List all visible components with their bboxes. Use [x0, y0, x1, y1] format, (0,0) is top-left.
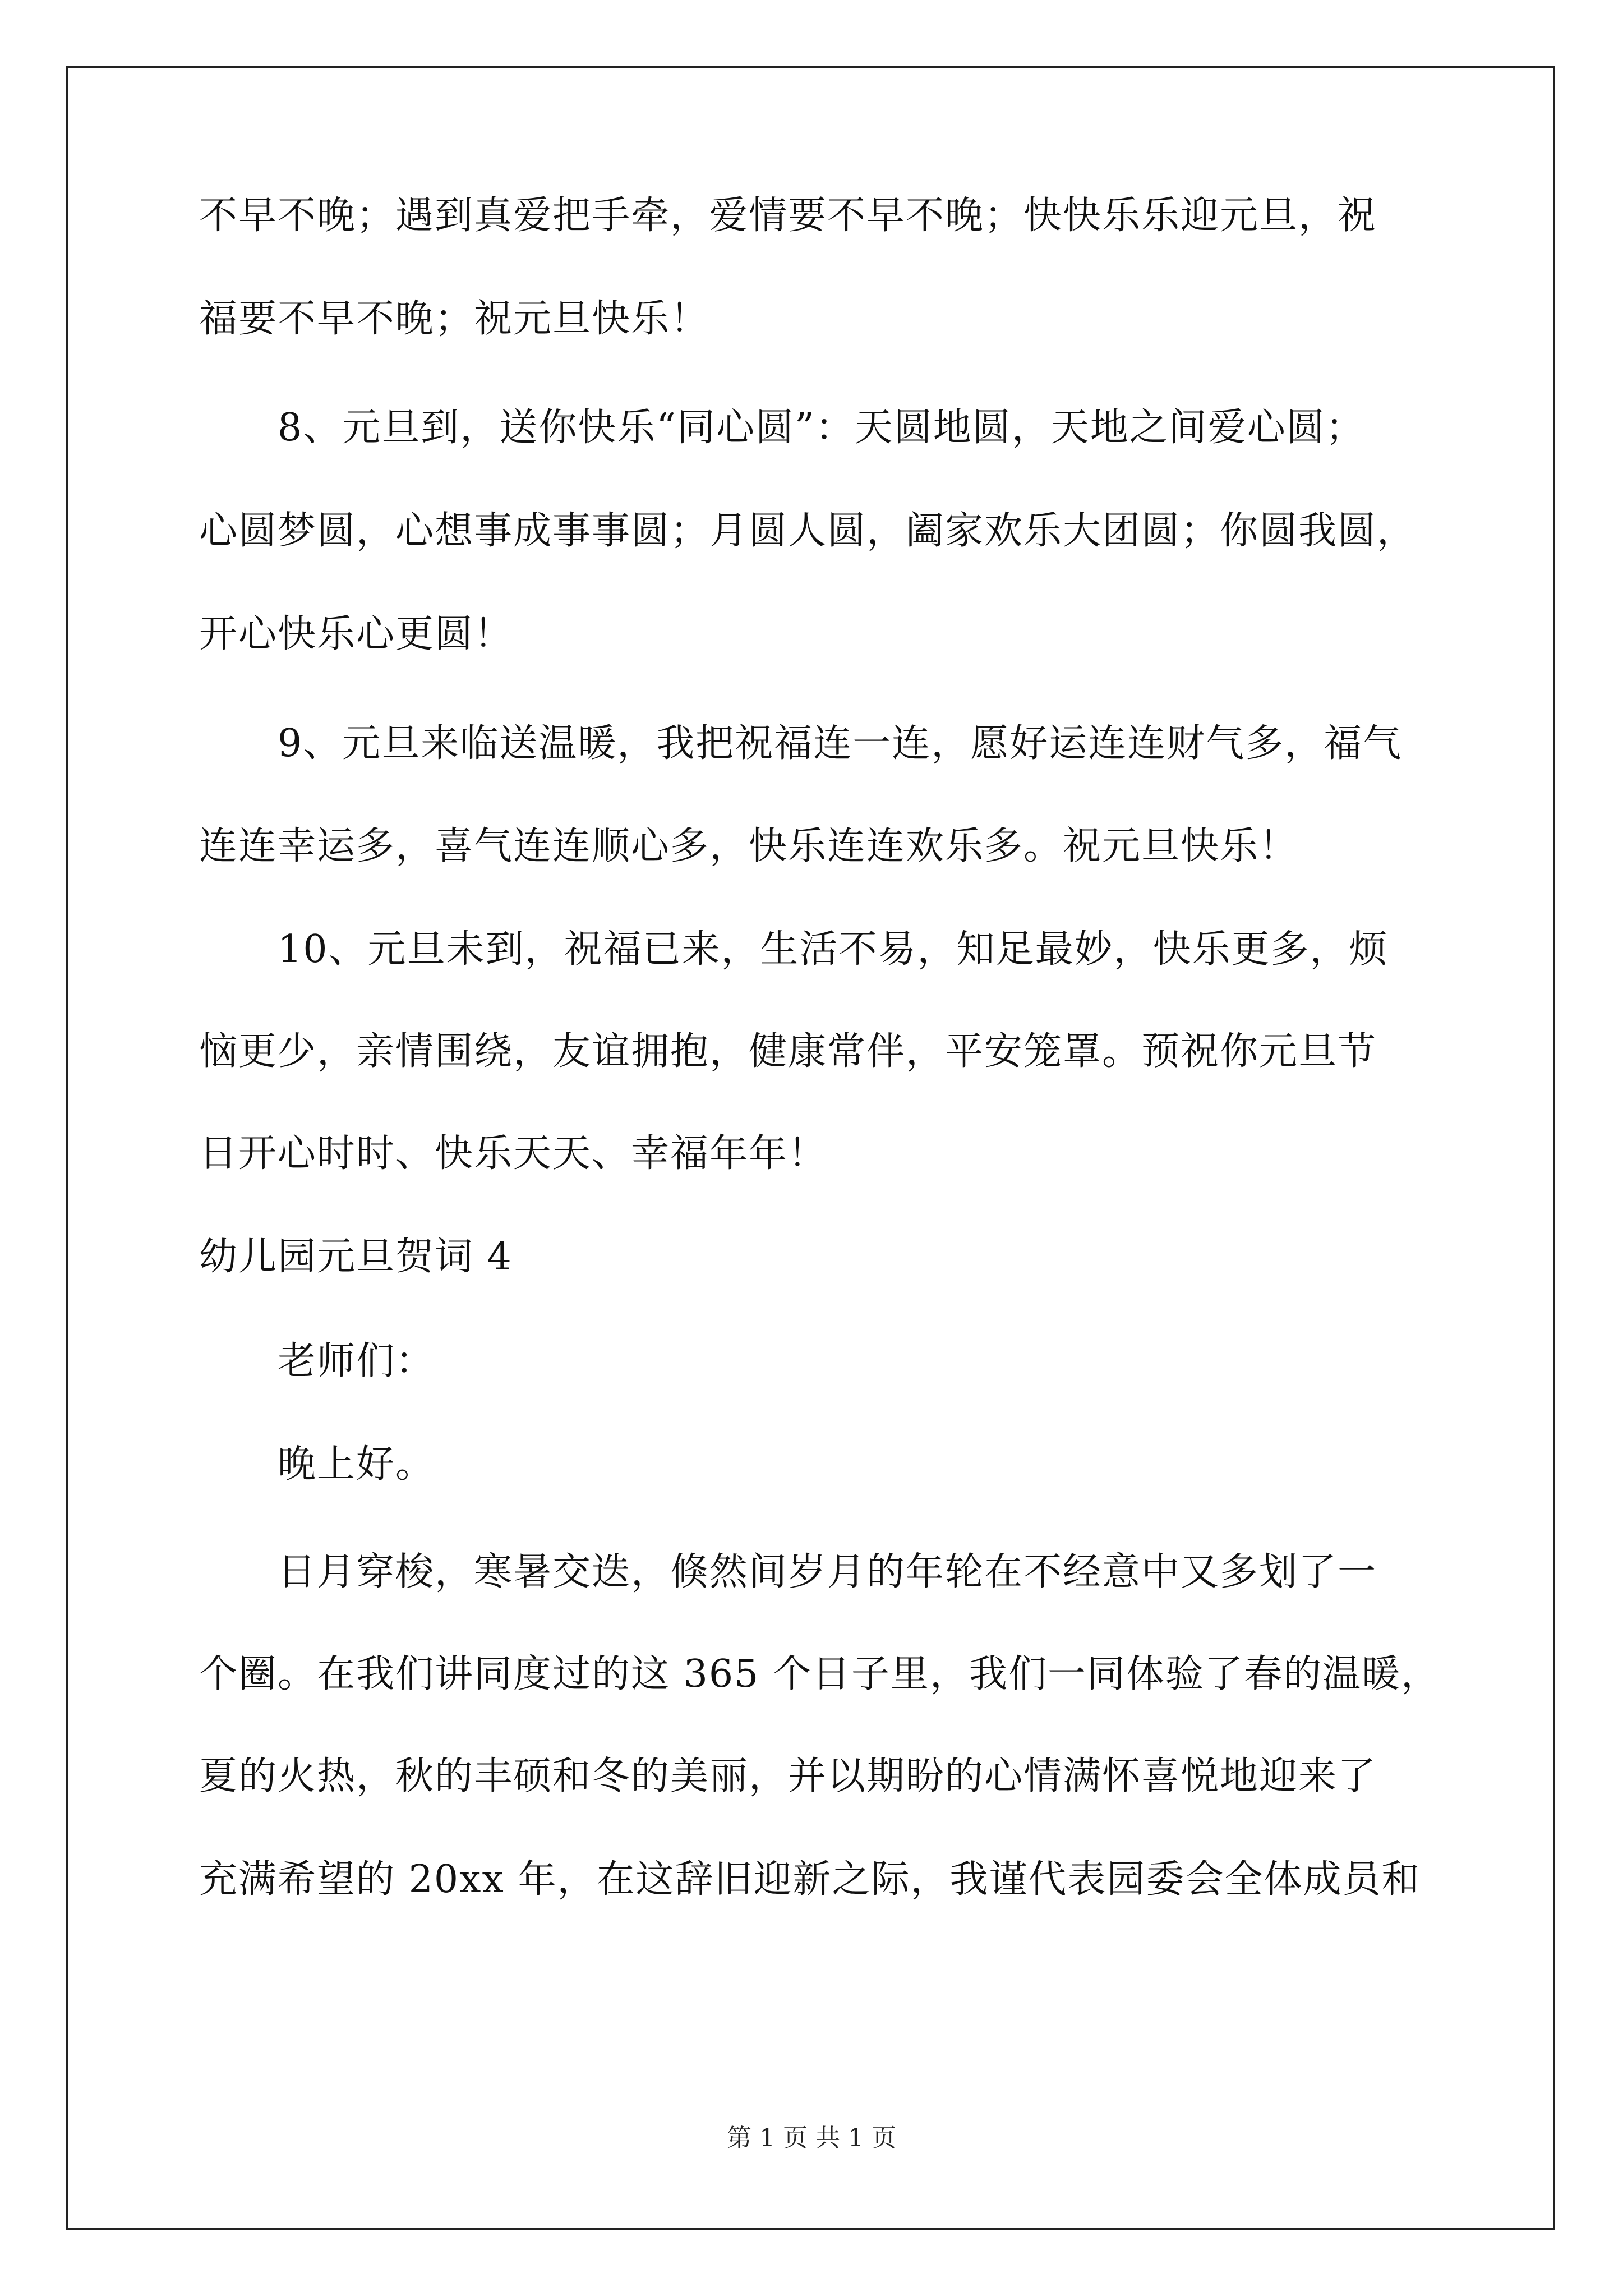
- text-line: 充满希望的 20xx 年，在这辞旧迎新之际，我谨代表园委会全体成员和: [199, 1857, 1421, 1902]
- text-line: 个圈。在我们讲同度过的这 365 个日子里，我们一同体验了春的温暖，: [199, 1652, 1441, 1696]
- text-line: 福要不早不晚；祝元旦快乐！: [199, 297, 710, 341]
- section-heading: 幼儿园元旦贺词 4: [199, 1235, 513, 1279]
- text-line: 开心快乐心更圆！: [199, 612, 514, 656]
- text-line: 心圆梦圆，心想事成事事圆；月圆人圆，阖家欢乐大团圆；你圆我圆，: [199, 509, 1417, 553]
- text-line: 日月穿梭，寒暑交迭，倏然间岁月的年轮在不经意中又多划了一: [278, 1550, 1377, 1594]
- text-line: 日开心时时、快乐天天、幸福年年！: [199, 1131, 828, 1176]
- greeting: 晚上好。: [278, 1442, 435, 1487]
- salutation: 老师们：: [278, 1339, 435, 1383]
- page-footer: 第 1 页 共 1 页: [727, 2124, 896, 2152]
- text-line: 10、元旦未到，祝福已来，生活不易，知足最妙，快乐更多，烦: [278, 927, 1389, 972]
- text-line: 8、元旦到，送你快乐“同心圆”：天圆地圆，天地之间爱心圆；: [278, 406, 1365, 450]
- text-line: 夏的火热，秋的丰硕和冬的美丽，并以期盼的心情满怀喜悦地迎来了: [199, 1754, 1377, 1798]
- text-line: 9、元旦来临送温暖，我把祝福连一连，愿好运连连财气多，福气: [278, 721, 1403, 766]
- text-line: 连连幸运多，喜气连连顺心多，快乐连连欢乐多。祝元旦快乐！: [199, 824, 1299, 868]
- text-line: 不早不晚；遇到真爱把手牵，爱情要不早不晚；快快乐乐迎元旦，祝: [199, 194, 1377, 238]
- text-line: 恼更少，亲情围绕，友谊拥抱，健康常伴，平安笼罩。预祝你元旦节: [199, 1029, 1377, 1074]
